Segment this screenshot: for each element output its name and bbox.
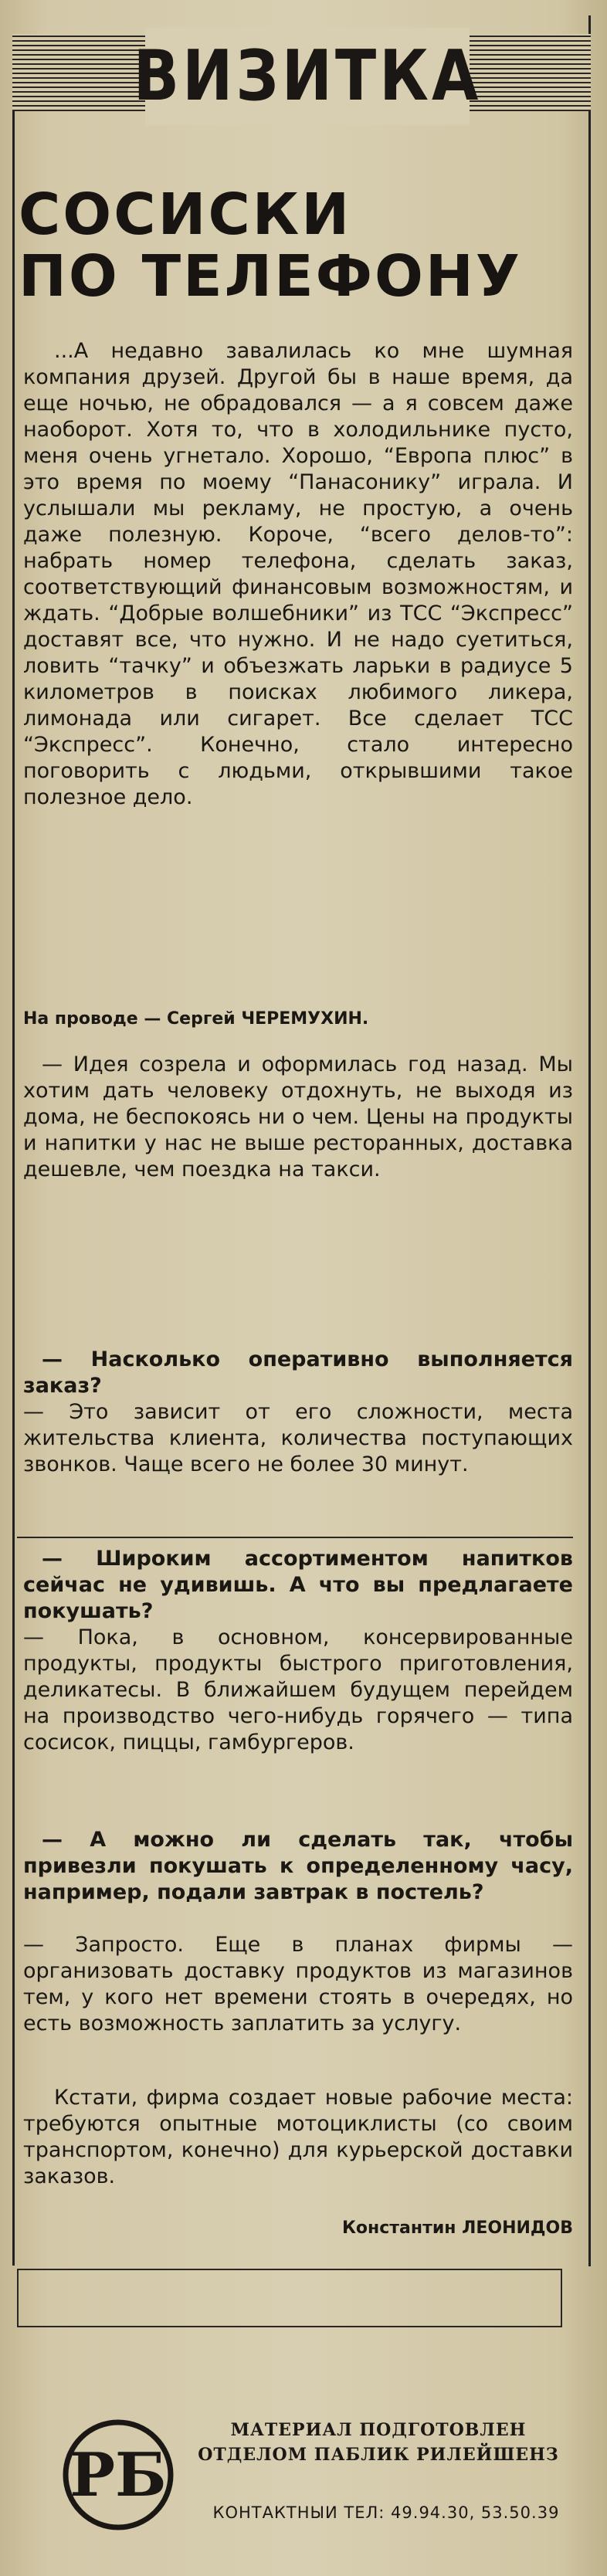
author-signature: Константин ЛЕОНИДОВ <box>341 2218 573 2238</box>
logo-letters: РБ <box>70 2440 167 2510</box>
credit-line-2: ОТДЕЛОМ ПАБЛИК РИЛЕЙШЕНЗ <box>198 2445 559 2465</box>
answer-3: — Пока, в основном, консервированные продукты, продукты быстрого приготовления, деликатесы. В ближайшем будущем перейдем на производство чего-нибудь горячего — типа сосисок, пиццы, гамбургеров. <box>23 1625 573 1754</box>
pr-department-logo <box>60 2417 176 2533</box>
answer-2: — Это зависит от его сложности, места жительства клиента, количества поступающих звонков. Чаще всего не более 30 минут. <box>23 1400 573 1476</box>
question-4: — А можно ли сделать так, чтобы привезли покушать к определенному часу, например, подали завтрак в постель? <box>23 1828 573 1904</box>
frame-left-rule <box>12 34 15 2266</box>
bottom-ruled-box <box>17 2269 562 2327</box>
intro-paragraph: ...А недавно завалилась ко мне шумная компания друзей. Другой бы в наше время, да еще ночью, не обрадовался — а я совсем даже наоборот. Хотя то, что в холодильнике пусто, меня очень угнетало. Хорошо, “Европа плюс” в это время по моему “Панасонику” играла. И услышали мы рекламу, не простую, а очень даже полезную. Короче, “всего делов-то”: набрать номер телефона, сделать заказ, соответствующий финансовым возможностям, и ждать. “Добрые волшебники” из ТСС “Экспресс” доставят все, что нужно. И не надо суетиться, ловить “тачку” и объезжать ларьки в радиусе 5 километров в поисках любимого ликера, лимонада или сигарет. Все сделает ТСС “Экспресс”. Конечно, стало интересно поговорить с людьми, открывшими такое полезное дело. <box>23 339 573 809</box>
answer-1: — Идея созрела и оформилась год назад. Мы хотим дать человеку отдохнуть, не выходя из дома, не беспокоясь ни о чем. Цены на продукты и напитки у нас не выше ресторанных, доставка дешевле, чем поездка на такси. <box>23 1052 573 1181</box>
headline-line-2: ПО ТЕЛЕФОНУ <box>19 243 522 310</box>
rubric-title: ВИЗИТКА <box>145 28 470 126</box>
article-headline <box>19 181 582 310</box>
answer-4: — Запросто. Еще в планах фирмы — организовать доставку продуктов из магазинов тем, у кого нет времени стоять в очередях, но есть возможность заплатить за услугу. <box>23 1933 573 2035</box>
headline-line-1: СОСИСКИ <box>19 181 352 248</box>
question-3: — Широким ассортиментом напитков сейчас не удивишь. А что вы предлагаете покушать? <box>23 1547 573 1623</box>
credit-line-1: МАТЕРИАЛ ПОДГОТОВЛЕН <box>230 2420 527 2440</box>
frame-right-rule <box>588 15 591 2266</box>
interviewee-line: На проводе — Сергей ЧЕРЕМУХИН. <box>23 1009 369 1029</box>
contact-phones: КОНТАКТНЫИ ТЕЛ: 49.94.30, 53.50.39 <box>212 2503 560 2522</box>
question-2: — Насколько оперативно выполняется заказ? <box>23 1347 573 1398</box>
fold-divider <box>17 1537 573 1538</box>
closing-paragraph: Кстати, фирма создает новые рабочие места: требуются опытные мотоциклисты (со своим транспортом, конечно) для курьерской доставки заказов. <box>23 2086 573 2188</box>
